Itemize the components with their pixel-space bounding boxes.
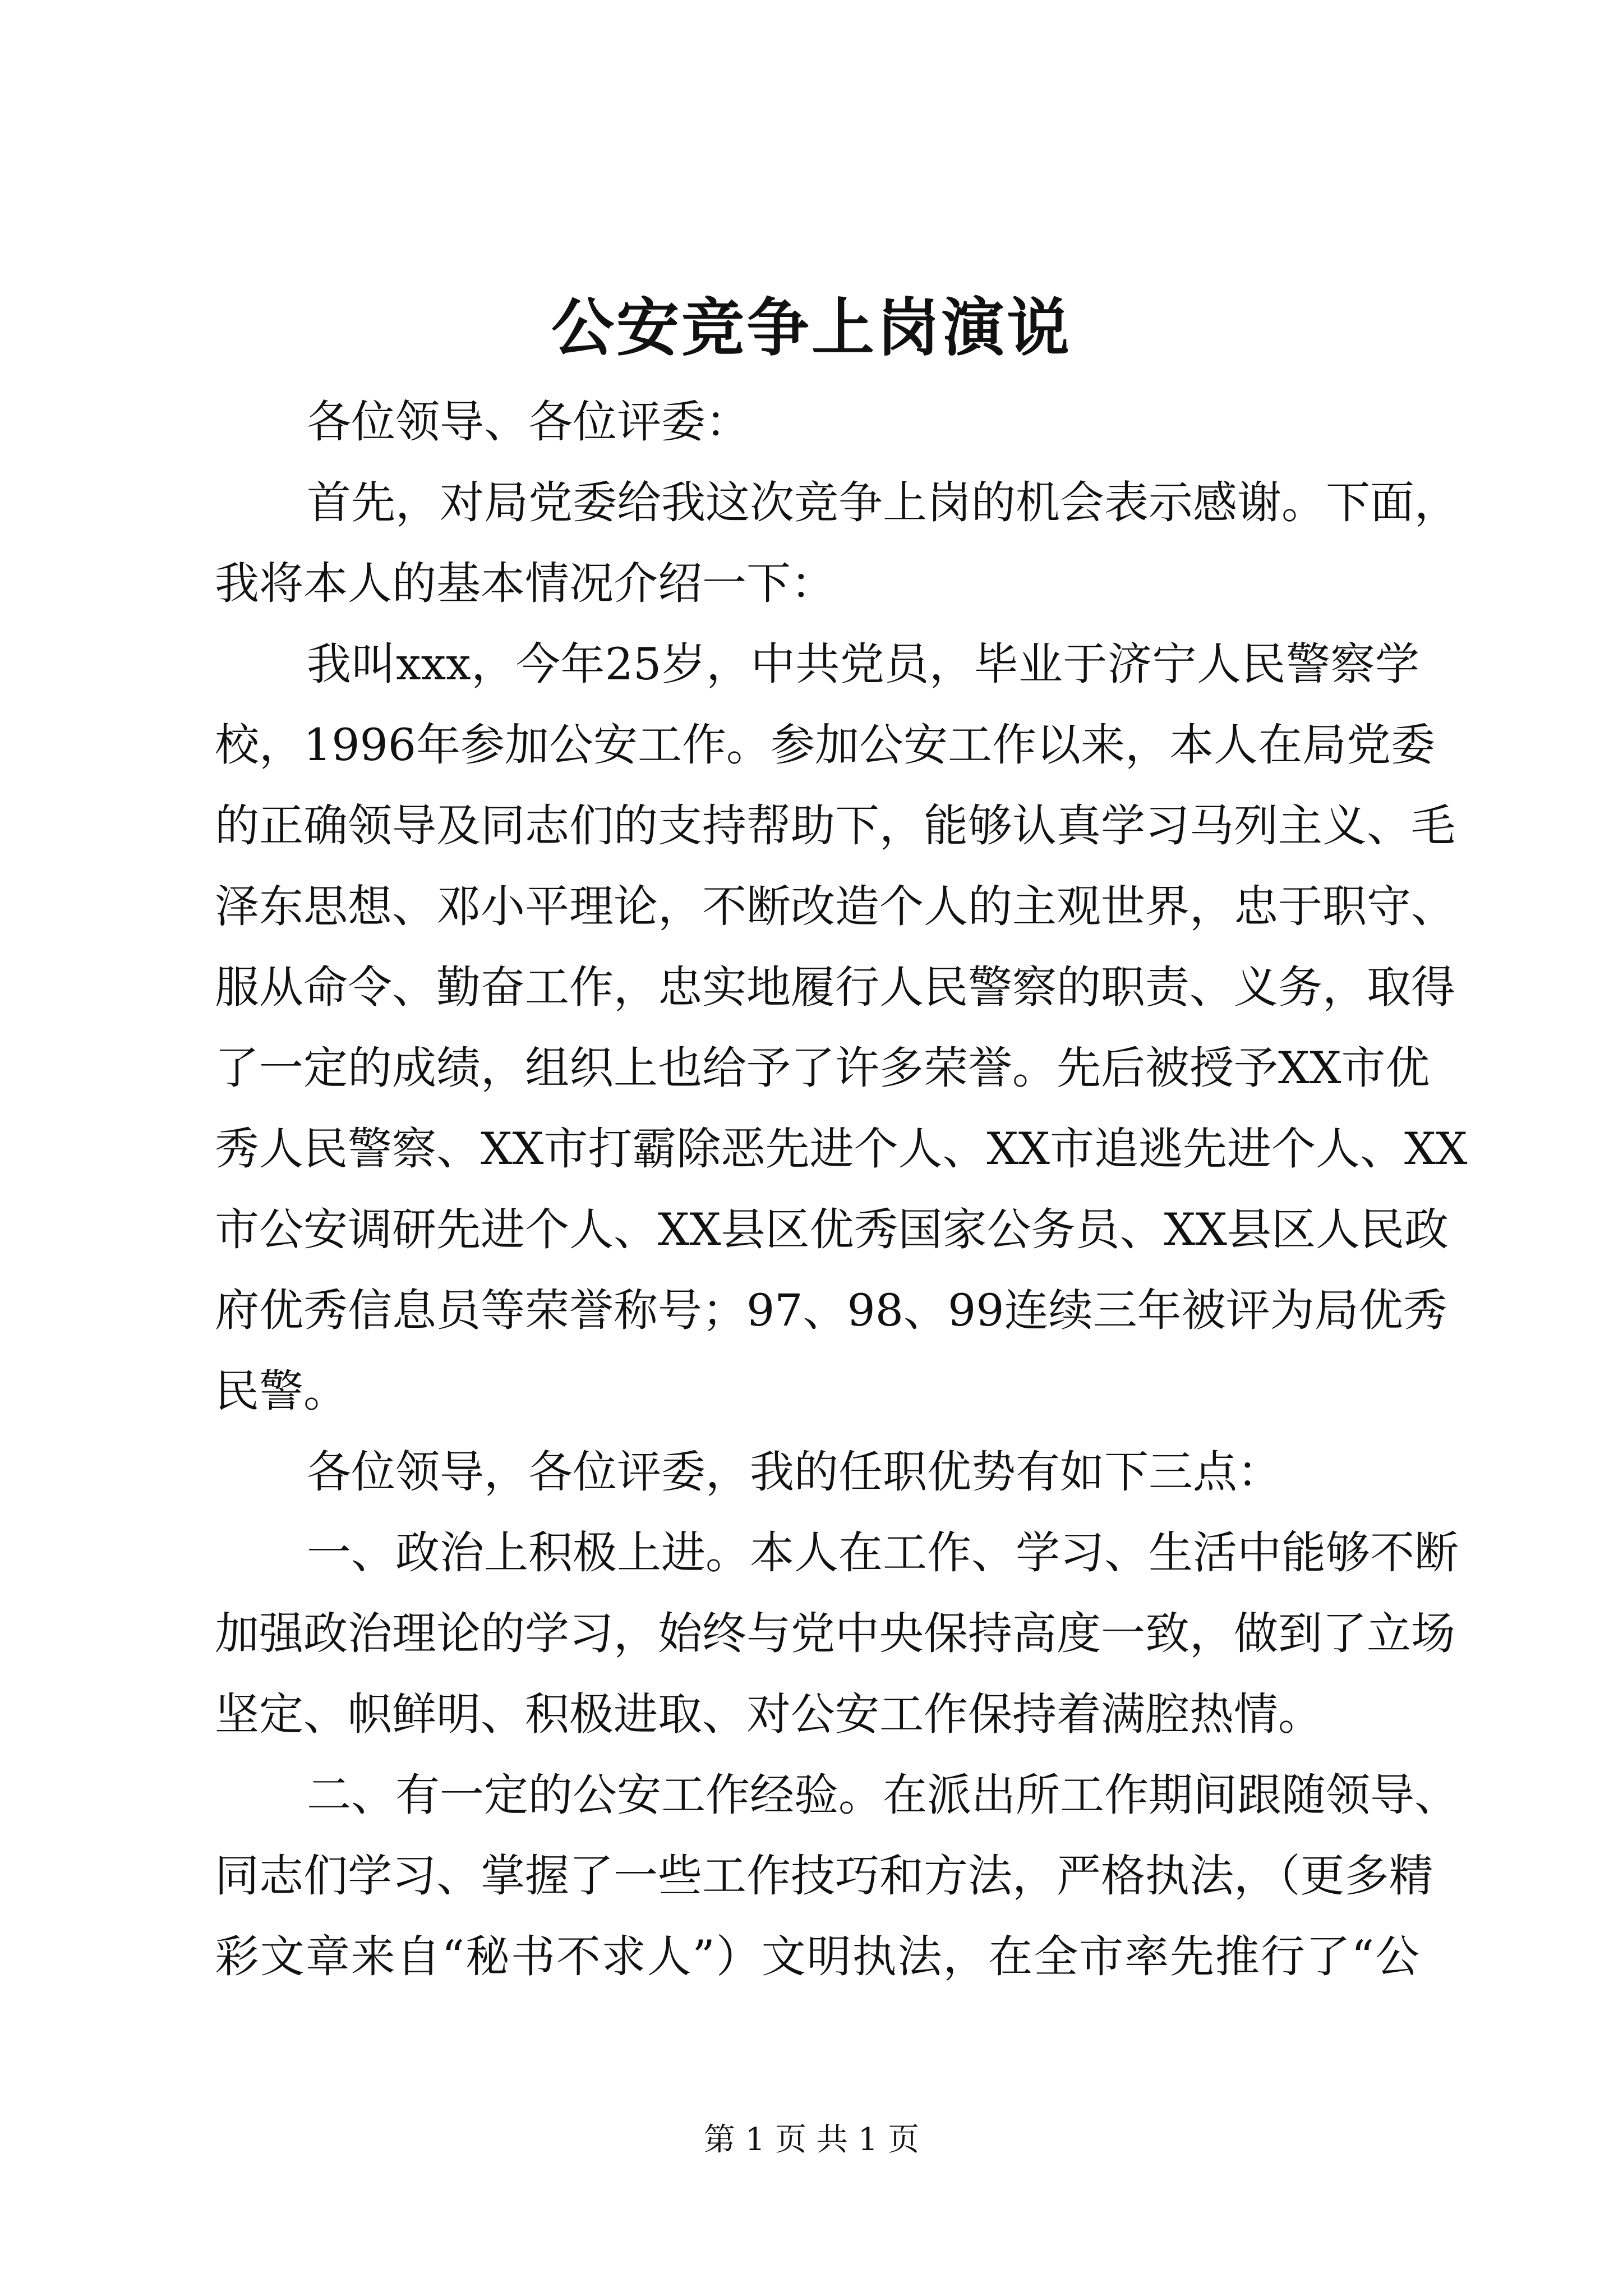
page-footer: 第 1 页 共 1 页 xyxy=(703,2122,920,2158)
body-line: 各位领导，各位评委，我的任职优势有如下三点： xyxy=(307,1446,1281,1498)
body-line: 首先，对局党委给我这次竞争上岗的机会表示感谢。下面， xyxy=(307,477,1459,528)
body-line: 加强政治理论的学习，始终与党中央保持高度一致，做到了立场 xyxy=(215,1608,1455,1659)
body-line: 的正确领导及同志们的支持帮助下，能够认真学习马列主义、毛 xyxy=(215,800,1455,852)
body-line: 了一定的成绩，组织上也给予了许多荣誉。先后被授予XX市优 xyxy=(215,1042,1430,1094)
body-line: 校，1996年参加公安工作。参加公安工作以来，本人在局党委 xyxy=(215,719,1436,771)
body-line: 彩文章来自“秘书不求人”）文明执法，在全市率先推行了“公 xyxy=(215,1931,1419,1982)
body-line: 我叫xxx，今年25岁，中共党员，毕业于济宁人民警察学 xyxy=(307,638,1419,690)
body-line: 一、政治上积极上进。本人在工作、学习、生活中能够不断 xyxy=(307,1527,1459,1579)
body-line: 同志们学习、掌握了一些工作技巧和方法，严格执法，（更多精 xyxy=(215,1850,1433,1902)
document-body xyxy=(215,381,1468,1997)
document-title: 公安竞争上岗演说 xyxy=(551,291,1072,365)
body-line: 服从命令、勤奋工作，忠实地履行人民警察的职责、义务，取得 xyxy=(215,961,1455,1013)
body-line: 坚定、帜鲜明、积极进取、对公安工作保持着满腔热情。 xyxy=(215,1688,1322,1740)
body-line: 秀人民警察、XX市打霸除恶先进个人、XX市追逃先进个人、XX xyxy=(215,1123,1468,1175)
body-line: 二、有一定的公安工作经验。在派出所工作期间跟随领导、 xyxy=(307,1769,1459,1821)
body-line: 民警。 xyxy=(215,1365,348,1417)
body-line: 各位领导、各位评委： xyxy=(307,396,750,448)
body-line: 泽东思想、邓小平理论，不断改造个人的主观世界，忠于职守、 xyxy=(215,881,1455,932)
body-line: 府优秀信息员等荣誉称号；97、98、99连续三年被评为局优秀 xyxy=(215,1285,1447,1336)
body-line: 我将本人的基本情况介绍一下： xyxy=(215,558,835,609)
body-line: 市公安调研先进个人、XX县区优秀国家公务员、XX县区人民政 xyxy=(215,1204,1449,1255)
